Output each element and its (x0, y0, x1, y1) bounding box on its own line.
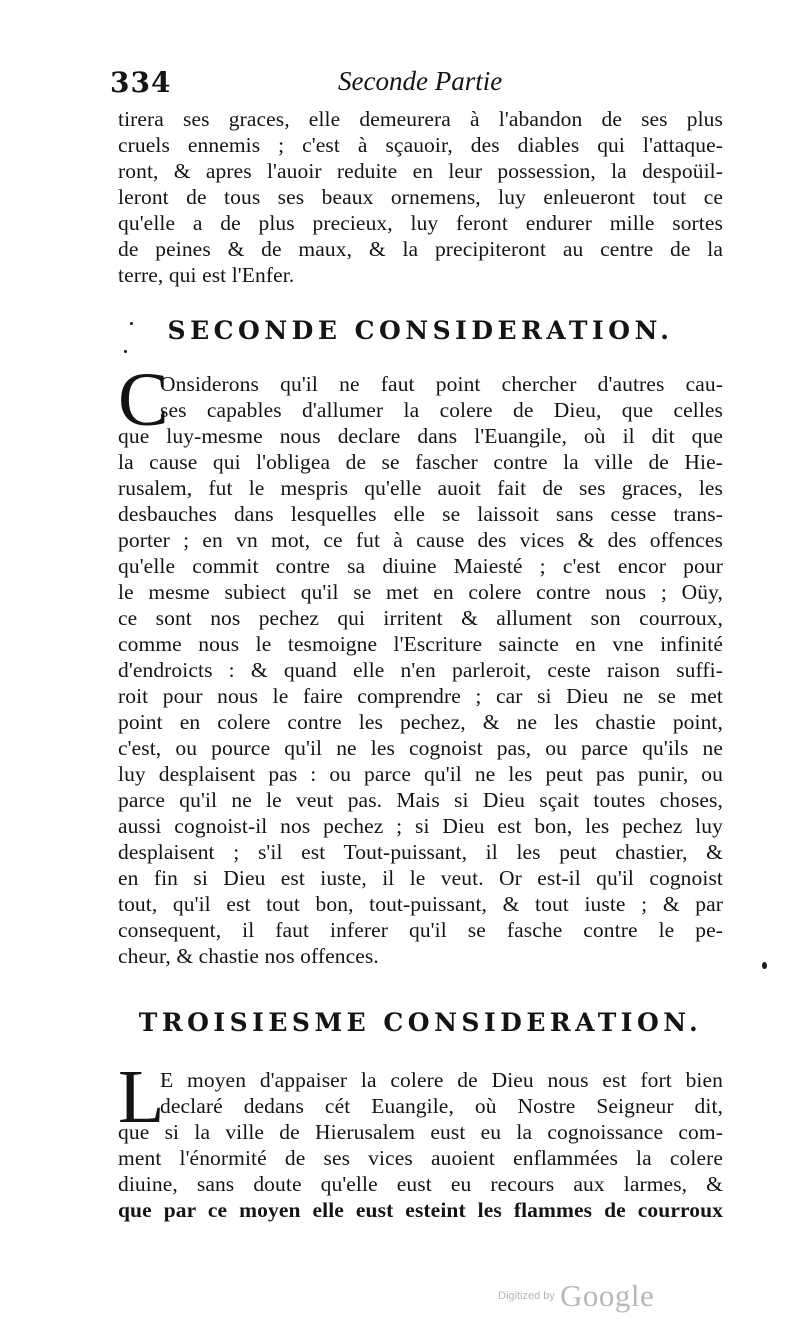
text-line: terre, qui est l'Enfer. (118, 263, 295, 287)
text-line: declaré dedans cét Euangile, où Nostre Seigneur dit, (160, 1094, 723, 1118)
text-line: Onsiderons qu'il ne faut point chercher d'autres cau- (160, 372, 723, 396)
section-heading-troisiesme: TROISIESME CONSIDERATION. (138, 1008, 703, 1037)
text-line: desplaisent ; s'il est Tout-puissant, il les peut chastier, & (118, 840, 723, 864)
text-line: ment l'énormité de ses vices auoient enflammées la colere (118, 1146, 723, 1170)
text-line: aussi cognoist-il nos pechez ; si Dieu est bon, les pechez luy (118, 814, 723, 838)
text-line: que par ce moyen elle eust esteint les flammes de courroux (118, 1198, 723, 1222)
text-line: en fin si Dieu est iuste, il le veut. Or est-il qu'il cognoist (118, 866, 723, 890)
text-line: le mesme subiect qu'il se met en colere contre nous ; Oüy, (118, 580, 723, 604)
text-line: leront de tous ses beaux ornemens, luy enleueront tout ce (118, 185, 723, 209)
text-line: rusalem, fut le mespris qu'elle auoit fait de ses graces, les (118, 476, 723, 500)
text-line: cruels ennemis ; c'est à sçauoir, des diables qui l'attaque- (118, 133, 723, 157)
text-line: qu'elle a de plus precieux, luy feront endurer mille sortes (118, 211, 723, 235)
text-line: c'est, ou pource qu'il ne les cognoist pas, ou parce qu'ils ne (118, 736, 723, 760)
text-line: d'endroicts : & quand elle n'en parleroit, ceste raison suffi- (118, 658, 723, 682)
text-line: que luy-mesme nous declare dans l'Euangile, où il dit que (118, 424, 723, 448)
text-line: tout, qu'il est tout bon, tout-puissant, & tout iuste ; & par (118, 892, 723, 916)
text-line: que si la ville de Hierusalem eust eu la cognoissance com- (118, 1120, 723, 1144)
text-line: consequent, il faut inferer qu'il se fasche contre le pe- (118, 918, 723, 942)
ink-speck (762, 962, 767, 969)
ink-speck (130, 322, 133, 325)
text-line: cheur, & chastie nos offences. (118, 944, 379, 968)
google-logo: Google (559, 1278, 655, 1313)
text-line: point en colere contre les pechez, & ne les chastie point, (118, 710, 723, 734)
text-line: qu'elle commit contre sa diuine Maiesté ; c'est encor pour (118, 554, 723, 578)
intro-paragraph (118, 106, 723, 288)
text-line: luy desplaisent pas : ou parce qu'il ne les peut pas punir, ou (118, 762, 723, 786)
troisiesme-consideration-paragraph (118, 1067, 723, 1223)
text-line: ront, & apres l'auoir reduite en leur possession, la despoüil- (118, 159, 723, 183)
text-line: parce qu'il ne le veut pas. Mais si Dieu sçait toutes choses, (118, 788, 723, 812)
ink-speck (124, 350, 127, 353)
text-line: comme nous le tesmoigne l'Escriture saincte en vne infinité (118, 632, 723, 656)
text-line: roit pour nous le faire comprendre ; car si Dieu ne se met (118, 684, 723, 708)
page-number: 334 (110, 66, 172, 99)
text-line: la cause qui l'obligea de se fascher contre la ville de Hie- (118, 450, 723, 474)
drop-cap: L (118, 1055, 165, 1139)
text-line: tirera ses graces, elle demeurera à l'abandon de ses plus (118, 107, 723, 131)
section-heading-seconde: SECONDE CONSIDERATION. (167, 316, 674, 345)
text-line: E moyen d'appaiser la colere de Dieu nous est fort bien (160, 1068, 723, 1092)
page-header (110, 62, 730, 102)
drop-cap: C (118, 358, 169, 442)
text-line: ce sont nos pechez qui irritent & allument son courroux, (118, 606, 723, 630)
text-line: de peines & de maux, & la precipiteront au centre de la (118, 237, 723, 261)
text-line: desbauches dans lesquelles elle se laissoit sans cesse trans- (118, 502, 723, 526)
seconde-consideration-paragraph (118, 371, 723, 969)
watermark-prefix: Digitized by (498, 1290, 555, 1302)
text-line: diuine, sans doute qu'elle eust eu recours aux larmes, & (118, 1172, 723, 1196)
text-line: porter ; en vn mot, ce fut à cause des vices & des offences (118, 528, 723, 552)
text-line: ses capables d'allumer la colere de Dieu, que celles (160, 398, 723, 422)
digitized-by-google-watermark (498, 1278, 654, 1314)
running-head: Seconde Partie (338, 66, 503, 96)
